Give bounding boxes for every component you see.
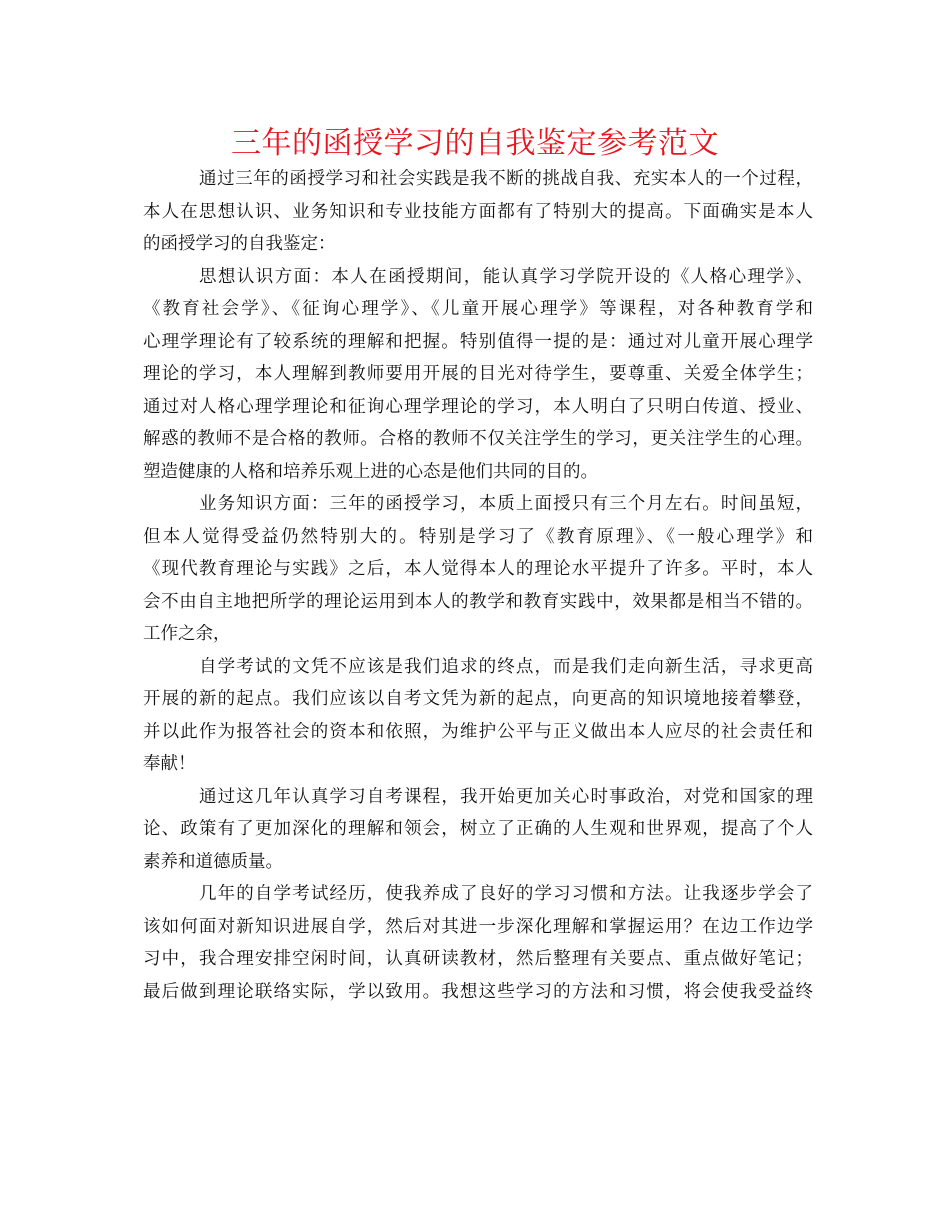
text-line: 自学考试的文凭不应该是我们追求的终点，而是我们走向新生活，寻求更高 <box>199 656 813 677</box>
text-line: 理论的学习，本人理解到教师要用开展的目光对待学生，要尊重、关爱全体学生； <box>143 364 813 384</box>
text-line: 解惑的教师不是合格的教师。合格的教师不仅关注学生的学习，更关注学生的心理。 <box>143 429 813 449</box>
text-line: 塑造健康的人格和培养乐观上进的心态是他们共同的目的。 <box>143 461 598 482</box>
text-line: 奉献！ <box>143 754 196 774</box>
text-line: 的函授学习的自我鉴定： <box>143 234 336 254</box>
paragraph <box>143 163 813 261</box>
text-line: 几年的自学考试经历，使我养成了良好的学习习惯和方法。让我逐步学会了 <box>199 884 813 904</box>
document-body <box>143 163 813 1008</box>
text-line: 论、政策有了更加深化的理解和领会，树立了正确的人生观和世界观，提高了个人 <box>143 819 813 839</box>
text-line: 思想认识方面：本人在函授期间，能认真学习学院开设的《人格心理学》、 <box>199 266 813 287</box>
text-line: 会不由自主地把所学的理论运用到本人的教学和教育实践中，效果都是相当不错的。 <box>143 591 813 612</box>
text-line: 通过三年的函授学习和社会实践是我不断的挑战自我、充实本人的一个过程， <box>199 169 813 189</box>
text-line: 心理学理论有了较系统的理解和把握。特别值得一提的是：通过对儿童开展心理学 <box>143 331 813 352</box>
document-title: 三年的函授学习的自我鉴定参考范文 <box>231 126 719 161</box>
paragraph <box>143 488 813 651</box>
paragraph <box>143 651 813 781</box>
text-line: 通过对人格心理学理论和征询心理学理论的学习，本人明白了只明白传道、授业、 <box>143 396 813 417</box>
text-line: 业务知识方面：三年的函授学习，本质上面授只有三个月左右。时间虽短， <box>199 494 813 514</box>
text-line: 《现代教育理论与实践》之后，本人觉得本人的理论水平提升了许多。平时，本人 <box>143 559 813 579</box>
text-line: 该如何面对新知识进展自学，然后对其进一步深化理解和掌握运用？在边工作边学 <box>143 916 813 937</box>
paragraph <box>143 781 813 879</box>
text-line: 习中，我合理安排空闲时间，认真研读教材，然后整理有关要点、重点做好笔记； <box>143 949 813 969</box>
text-line: 但本人觉得受益仍然特别大的。特别是学习了《教育原理》、《一般心理学》和 <box>143 526 813 547</box>
text-line: 开展的新的起点。我们应该以自考文凭为新的起点，向更高的知识境地接着攀登， <box>143 689 813 709</box>
text-line: 工作之余， <box>143 624 231 644</box>
paragraph <box>143 878 813 1008</box>
text-line: 通过这几年认真学习自考课程，我开始更加关心时事政治，对党和国家的理 <box>199 786 813 807</box>
text-line: 并以此作为报答社会的资本和依照，为维护公平与正义做出本人应尽的社会责任和 <box>143 721 813 742</box>
text-line: 最后做到理论联络实际，学以致用。我想这些学习的方法和习惯，将会使我受益终 <box>143 981 813 1002</box>
text-line: 本人在思想认识、业务知识和专业技能方面都有了特别大的提高。下面确实是本人 <box>143 201 813 222</box>
text-line: 《教育社会学》、《征询心理学》、《儿童开展心理学》等课程，对各种教育学和 <box>143 299 813 319</box>
text-line: 素养和道德质量。 <box>143 851 283 872</box>
paragraph <box>143 261 813 489</box>
